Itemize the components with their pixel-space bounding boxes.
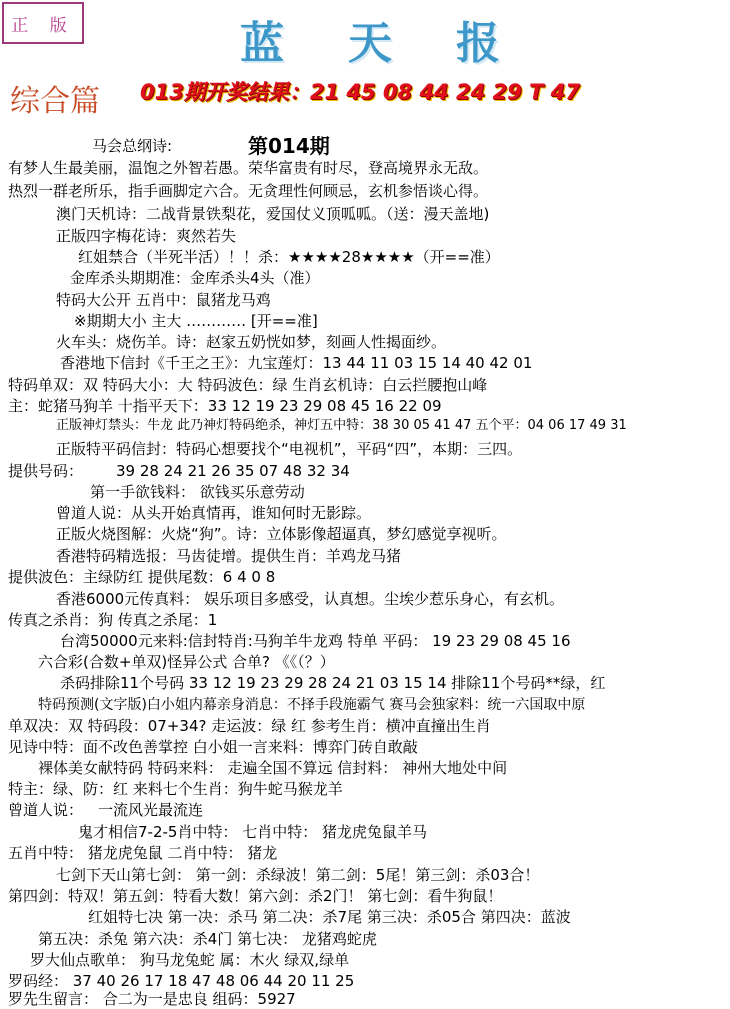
text-line: 正版火烧图解：火烧“狗”。诗：立体影像超逼真，梦幻感觉享视听。 — [56, 525, 507, 543]
text-line: 红姐禁合（半死半活）！！杀：★★★★28★★★★（开==准） — [78, 248, 500, 266]
text-line: 马会总纲诗: — [92, 137, 173, 155]
text-line: 一流风光最流连 — [98, 801, 204, 819]
issue-number: 第014期 — [248, 134, 330, 158]
text-line: 裸体美女献特码 特码来料： 走遍全国不算远 信封料： 神州大地处中间 — [38, 759, 508, 777]
page-title — [240, 6, 500, 72]
text-line: 第一手欲钱料： 欲钱买乐意劳动 — [90, 483, 305, 501]
previous-result: 013期开奖结果：21 45 08 44 24 29 T 47 — [140, 80, 580, 104]
text-line: 见诗中特：面不改色善掌控 白小姐一言来料：博弈门砖自敢敲 — [8, 738, 418, 756]
text-line: 罗先生留言： 合二为一是忠良 组码：5927 — [8, 990, 296, 1008]
text-line: 香港特码精选报：马齿徒增。提供生肖：羊鸡龙马猪 — [56, 547, 402, 565]
text-line: 台湾50000元来料:信封特肖:马狗羊牛龙鸡 特单 平码： 19 23 29 08 45 16 — [60, 632, 571, 650]
text-line: 七剑下天山第七剑： 第一剑：杀绿波！第二剑：5尾！第三剑：杀03合！ — [56, 866, 540, 884]
title-char: 报 — [456, 18, 500, 69]
text-line: 正版四字梅花诗：爽然若失 — [56, 227, 237, 245]
text-line: 提供号码： — [8, 462, 84, 480]
text-line: 曾道人说：从头开始真情再，谁知何时无影踪。 — [56, 504, 372, 522]
text-line: ※期期大小 主大 ………… [开==准] — [74, 312, 318, 330]
text-line: 单双决：双 特码段：07+34? 走运波：绿 红 参考生肖：横冲直撞出生肖 — [8, 717, 491, 735]
text-line: 有梦人生最美丽，温饱之外智若愚。荣华富贵有时尽，登高境界永无敌。 — [8, 159, 489, 177]
text-line: 香港6000元传真料： 娱乐项目多感受，认真想。尘埃少惹乐身心，有玄机。 — [56, 590, 564, 608]
text-line: 金库杀头期期准：金库杀头4头（准） — [70, 269, 320, 287]
title-char: 天 — [348, 18, 392, 69]
text-line: 罗大仙点歌单： 狗马龙兔蛇 属：木火 绿双,绿单 — [30, 951, 350, 969]
text-line: 澳门天机诗：二战背景铁梨花，爱国仗义顶呱呱。（送：漫天盖地) — [56, 205, 490, 223]
text-line: 热烈一群老所乐，指手画脚定六合。无贪理性何顾忌，玄机参悟谈心得。 — [8, 182, 489, 200]
text-line: 红姐特七决 第一决：杀马 第二决：杀7尾 第三决：杀05合 第四决：蓝波 — [88, 908, 571, 926]
title-char: 蓝 — [240, 18, 284, 69]
text-line: 正版神灯禁头：牛龙 此乃神灯特码绝杀，神灯五中特：38 30 05 41 47 五个平：04 06 17 49 31 — [56, 418, 627, 433]
text-line: 鬼才相信7-2-5肖中特： 七肖中特： 猪龙虎兔鼠羊马 — [78, 823, 427, 841]
text-line: 曾道人说： — [8, 801, 84, 819]
text-line: 传真之杀肖：狗 传真之杀尾：1 — [8, 611, 218, 629]
genuine-stamp: 正 版 — [2, 2, 84, 44]
text-line: 火车头：烧伤羊。诗：赵家五奶恍如梦，刻画人性揭面纱。 — [56, 333, 447, 351]
text-line: 提供波色：主绿防红 提供尾数：6 4 0 8 — [8, 568, 276, 586]
text-line: 香港地下信封《千王之王》：九宝莲灯：13 44 11 03 15 14 40 42 01 — [60, 354, 533, 372]
text-line: 第五决：杀兔 第六决：杀4门 第七决： 龙猪鸡蛇虎 — [38, 930, 377, 948]
text-line: 正版特平码信封：特码心想要找个“电视机”，平码“四”，本期：三四。 — [56, 440, 523, 458]
text-line: 五肖中特： 猪龙虎兔鼠 二肖中特： 猪龙 — [8, 844, 278, 862]
text-line: 六合彩(合数+单双)怪异公式 合单? 《《（？） — [38, 653, 335, 671]
text-line: 第四剑：特双！第五剑：特看大数！第六剑：杀2门！ 第七剑：看牛狗鼠！ — [8, 887, 503, 905]
text-line: 特主：绿、防：红 来料七个生肖：狗牛蛇马猴龙羊 — [8, 780, 343, 798]
text-line: 罗码经： 37 40 26 17 18 47 48 06 44 20 11 25 — [8, 972, 355, 990]
section-heading: 综合篇 — [10, 84, 100, 119]
text-line: 39 28 24 21 26 35 07 48 32 34 — [116, 462, 350, 480]
text-line: 杀码排除11个号码 33 12 19 23 29 28 24 21 03 15 14 排除11个号码**绿，红 — [60, 674, 606, 692]
text-line: 特码单双：双 特码大小：大 特码波色：绿 生肖玄机诗：白云拦腰抱山峰 — [8, 376, 488, 394]
text-line: 特码预测(文字版)白小姐内幕亲身消息：不择手段施霸气 赛马会独家料：统一六国取中原 — [38, 697, 586, 713]
text-line: 主：蛇猪马狗羊 十指平天下：33 12 19 23 29 08 45 16 22 09 — [8, 397, 442, 415]
text-line: 特码大公开 五肖中：鼠猪龙马鸡 — [56, 291, 271, 309]
